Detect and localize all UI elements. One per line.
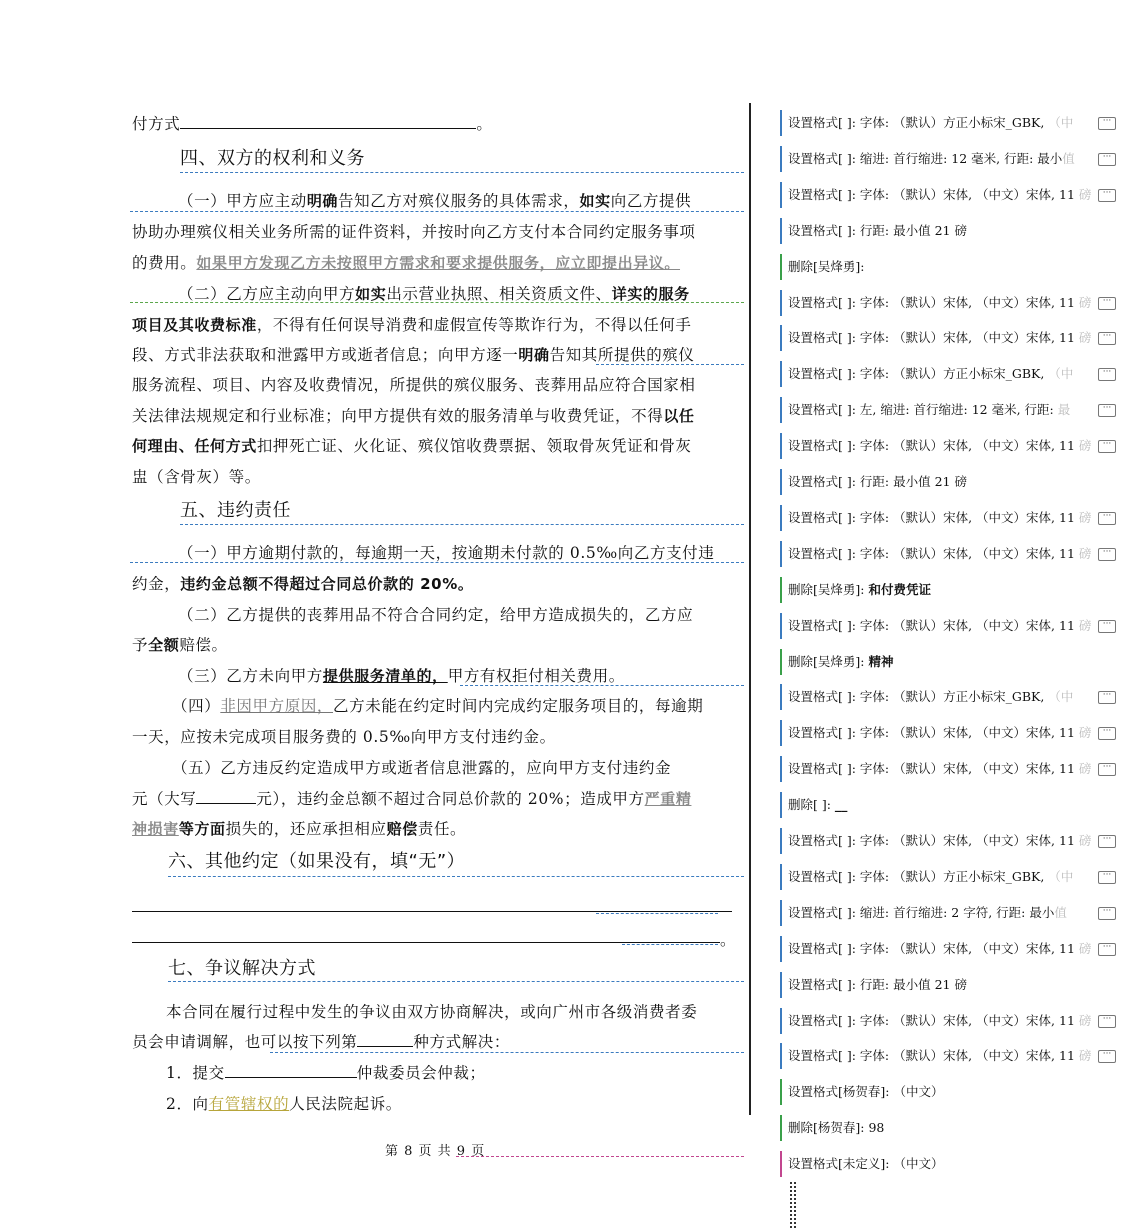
balloon-text: 设置格式[未定义]: （中文） — [788, 1156, 944, 1172]
balloon-text: 设置格式[ ]: 字体: （默认）方正小标宋_GBK, （中 — [788, 689, 1074, 705]
more-options-icon[interactable]: ··· — [1098, 440, 1116, 453]
para-5-5-line1: （五）乙方违反约定造成甲方或逝者信息泄露的，应向甲方支付违约金 — [172, 759, 672, 777]
more-options-icon[interactable]: ··· — [1098, 1015, 1116, 1028]
revision-balloon[interactable] — [780, 218, 1116, 244]
para-4-1-line1: （一）甲方应主动明确告知乙方对殡仪服务的具体需求，如实向乙方提供 — [178, 192, 692, 210]
revision-balloon[interactable] — [780, 146, 1116, 172]
balloon-bar — [780, 1115, 782, 1141]
heading-other-agreements: 六、其他约定（如果没有，填“无”） — [168, 851, 466, 872]
revision-balloon[interactable] — [780, 397, 1116, 423]
balloon-bar — [780, 110, 782, 136]
para-5-5-line3: 神损害等方面损失的，还应承担相应赔偿责任。 — [132, 820, 467, 838]
heading-rights-obligations: 四、双方的权利和义务 — [180, 148, 365, 169]
scroll-dots — [794, 1182, 796, 1228]
revision-balloon[interactable] — [780, 577, 1116, 603]
heading-breach-liability: 五、违约责任 — [180, 500, 291, 521]
balloon-bar — [780, 720, 782, 746]
revision-balloon[interactable] — [780, 756, 1116, 782]
other-agreement-line-1[interactable] — [132, 911, 732, 912]
balloon-bar — [780, 361, 782, 387]
more-options-icon[interactable]: ··· — [1098, 907, 1116, 920]
more-options-icon[interactable]: ··· — [1098, 297, 1116, 310]
revision-connector — [130, 211, 744, 212]
balloon-bar — [780, 541, 782, 567]
more-options-icon[interactable]: ··· — [1098, 691, 1116, 704]
balloon-bar — [780, 972, 782, 998]
arbitration-committee-blank[interactable] — [225, 1063, 357, 1078]
para-4-1-line2: 协助办理殡仪相关业务所需的证件资料，并按时向乙方支付本合同约定服务事项 — [132, 223, 696, 241]
revision-balloon[interactable] — [780, 1079, 1116, 1105]
balloon-bar — [780, 828, 782, 854]
revision-connector — [596, 364, 744, 365]
margin-divider — [749, 103, 751, 1115]
revision-balloon[interactable] — [780, 684, 1116, 710]
para-7-option1: 1．提交 仲裁委员会仲裁； — [166, 1064, 486, 1082]
scroll-dots — [790, 1182, 792, 1228]
revision-balloon[interactable] — [780, 433, 1116, 459]
balloon-bar — [780, 1079, 782, 1105]
balloon-text: 设置格式[ ]: 左, 缩进: 首行缩进: 12 毫米, 行距: 最 — [788, 402, 1071, 418]
para-7-line2: 员会申请调解，也可以按下列第 种方式解决： — [132, 1033, 511, 1051]
revision-connector — [596, 913, 718, 914]
para-4-2-line6: 何理由、任何方式扣押死亡证、火化证、殡仪馆收费票据、领取骨灰凭证和骨灰 — [132, 437, 692, 455]
balloon-text: 设置格式[ ]: 行距: 最小值 21 磅 — [788, 474, 967, 489]
dispute-option-blank[interactable] — [357, 1032, 413, 1047]
balloon-bar — [780, 325, 782, 351]
balloon-text: 设置格式[ ]: 字体: （默认）宋体, （中文）宋体, 11 磅 — [788, 1048, 1092, 1064]
revision-connector — [456, 1156, 744, 1157]
balloon-text: 设置格式[ ]: 字体: （默认）方正小标宋_GBK, （中 — [788, 115, 1074, 130]
revision-connector — [130, 302, 744, 303]
balloon-text: 设置格式[ ]: 缩进: 首行缩进: 2 字符, 行距: 最小值 — [788, 904, 1067, 920]
balloon-text: 删除[ ]: __ — [788, 797, 848, 813]
para-4-2-line2: 项目及其收费标准，不得有任何误导消费和虚假宣传等欺诈行为，不得以任何手 — [132, 316, 692, 334]
balloon-text: 设置格式[ ]: 行距: 最小值 21 磅 — [788, 222, 967, 238]
balloon-text: 删除[吴烽勇]: 精神 — [788, 653, 894, 669]
revision-balloon[interactable] — [780, 972, 1116, 998]
balloon-bar — [780, 469, 782, 495]
revision-balloon[interactable] — [780, 792, 1116, 818]
revision-balloon[interactable] — [780, 864, 1116, 890]
para-5-5-line2: 元（大写 元），违约金总额不超过合同总价款的 20%；造成甲方严重精 — [132, 790, 692, 808]
revision-balloon[interactable] — [780, 936, 1116, 962]
balloon-text: 设置格式[ ]: 字体: （默认）宋体, （中文）宋体, 11 磅 — [788, 761, 1092, 777]
inserted-text-objection: 如果甲方发现乙方未按照甲方需求和要求提供服务，应立即提出异议。 — [196, 254, 681, 272]
balloon-bar — [780, 1151, 782, 1177]
more-options-icon[interactable]: ··· — [1098, 189, 1116, 202]
balloon-bar — [780, 684, 782, 710]
balloon-text: 设置格式[ ]: 字体: （默认）宋体, （中文）宋体, 11 磅 — [788, 438, 1092, 454]
balloon-bar — [780, 792, 782, 818]
revision-balloon[interactable] — [780, 900, 1116, 926]
revision-balloon[interactable] — [780, 290, 1116, 316]
balloon-text: 删除[吴烽勇]: 和付费凭证 — [788, 581, 931, 597]
balloon-text: 设置格式[ ]: 字体: （默认）方正小标宋_GBK, （中 — [788, 366, 1074, 382]
revision-connector — [460, 685, 744, 686]
revision-balloon[interactable] — [780, 541, 1116, 567]
para-4-2-line1: （二）乙方应主动向甲方如实出示营业执照、相关资质文件、详实的服务 — [178, 285, 690, 303]
balloon-bar — [780, 756, 782, 782]
revision-balloon[interactable] — [780, 649, 1116, 675]
penalty-amount-blank[interactable] — [196, 789, 256, 804]
revision-connector — [168, 876, 744, 877]
para-7-option2: 2．向有管辖权的人民法院起诉。 — [166, 1095, 402, 1113]
balloon-text: 设置格式[ ]: 字体: （默认）宋体, （中文）宋体, 11 磅 — [788, 1012, 1092, 1028]
para-4-1-line3: 的费用。如果甲方发现乙方未按照甲方需求和要求提供服务，应立即提出异议。 — [132, 254, 681, 272]
para-5-3: （三）乙方未向甲方提供服务清单的，甲方有权拒付相关费用。 — [178, 667, 625, 685]
revision-connector — [622, 944, 718, 945]
more-options-icon[interactable]: ··· — [1098, 117, 1116, 130]
more-options-icon[interactable]: ··· — [1098, 1050, 1116, 1063]
para-7-line1: 本合同在履行过程中发生的争议由双方协商解决，或向广州市各级消费者委 — [166, 1003, 698, 1021]
revision-connector — [168, 981, 744, 982]
para-4-2-line5: 关法律法规规定和行业标准；向甲方提供有效的服务清单与收费凭证，不得以任 — [132, 407, 695, 425]
more-options-icon[interactable]: ··· — [1098, 368, 1116, 381]
para-5-2-line2: 予全额赔偿。 — [132, 636, 228, 654]
page-footer: 第 8 页 共 9 页 — [385, 1144, 486, 1159]
balloon-bar — [780, 936, 782, 962]
balloon-bar — [780, 254, 782, 280]
balloon-bar — [780, 900, 782, 926]
balloon-text: 设置格式[杨贺春]: （中文） — [788, 1084, 944, 1100]
balloon-bar — [780, 1008, 782, 1034]
balloon-bar — [780, 505, 782, 531]
revision-balloon[interactable] — [780, 828, 1116, 854]
balloon-text: 设置格式[ ]: 字体: （默认）宋体, （中文）宋体, 11 磅 — [788, 940, 1092, 956]
para-4-2-line4: 服务流程、项目、内容及收费情况，所提供的殡仪服务、丧葬用品应符合国家相 — [132, 376, 696, 394]
revision-balloon[interactable] — [780, 110, 1116, 136]
balloon-text: 设置格式[ ]: 字体: （默认）方正小标宋_GBK, （中 — [788, 868, 1074, 884]
balloon-text: 删除[吴烽勇]: — [788, 258, 865, 274]
revision-balloon[interactable] — [780, 182, 1116, 208]
balloon-text: 删除[杨贺春]: 98 — [788, 1120, 885, 1136]
balloon-bar — [780, 218, 782, 244]
revision-balloon[interactable] — [780, 720, 1116, 746]
more-options-icon[interactable]: ··· — [1098, 512, 1116, 525]
revision-connector — [180, 524, 744, 525]
balloon-bar — [780, 613, 782, 639]
revision-balloon[interactable] — [780, 254, 1116, 280]
revision-connector — [180, 172, 744, 173]
balloon-bar — [780, 290, 782, 316]
heading-dispute-resolution: 七、争议解决方式 — [168, 958, 316, 979]
revision-balloon[interactable] — [780, 469, 1116, 495]
more-options-icon[interactable]: ··· — [1098, 153, 1116, 166]
balloon-text: 设置格式[ ]: 字体: （默认）宋体, （中文）宋体, 11 磅 — [788, 294, 1092, 310]
balloon-bar — [780, 864, 782, 890]
balloon-bar — [780, 146, 782, 172]
more-options-icon[interactable]: ··· — [1098, 548, 1116, 561]
revision-balloon[interactable] — [780, 361, 1116, 387]
para-5-1-line2: 约金，违约金总额不得超过合同总价款的 20%。 — [132, 575, 474, 593]
para-5-4-line2: 一天，应按未完成项目服务费的 0.5‰向甲方支付违约金。 — [132, 728, 556, 746]
revision-balloon[interactable] — [780, 613, 1116, 639]
balloon-bar — [780, 433, 782, 459]
balloon-text: 设置格式[ ]: 字体: （默认）宋体, （中文）宋体, 11 磅 — [788, 833, 1092, 848]
other-agreement-line-2[interactable] — [132, 942, 720, 943]
payment-method-blank[interactable] — [180, 114, 476, 129]
more-options-icon[interactable]: ··· — [1098, 835, 1116, 848]
revision-balloon[interactable] — [780, 1008, 1116, 1034]
revision-balloon[interactable] — [780, 1151, 1116, 1177]
revision-balloon[interactable] — [780, 1043, 1116, 1069]
balloon-bar — [780, 182, 782, 208]
para-5-1-line1: （一）甲方逾期付款的，每逾期一天，按逾期未付款的 0.5‰向乙方支付违 — [178, 544, 715, 562]
more-options-icon[interactable]: ··· — [1098, 332, 1116, 345]
revision-balloon[interactable] — [780, 505, 1116, 531]
payment-method-line: 付方式 。 — [132, 115, 493, 133]
more-options-icon[interactable]: ··· — [1098, 763, 1116, 776]
para-4-2-line7: 盅（含骨灰）等。 — [132, 468, 261, 486]
revision-connector — [270, 1052, 744, 1053]
other-agreement-period: 。 — [720, 931, 737, 949]
balloon-text: 设置格式[ ]: 字体: （默认）宋体, （中文）宋体, 11 磅 — [788, 617, 1092, 633]
balloon-text: 设置格式[ ]: 字体: （默认）宋体, （中文）宋体, 11 磅 — [788, 725, 1092, 741]
para-4-2-line3: 段、方式非法获取和泄露甲方或逝者信息；向甲方逐一明确告知其所提供的殡仪 — [132, 346, 695, 364]
para-5-4-line1: （四）非因甲方原因，乙方未能在约定时间内完成约定服务项目的，每逾期 — [172, 697, 704, 715]
balloon-text: 设置格式[ ]: 字体: （默认）宋体, （中文）宋体, 11 磅 — [788, 330, 1092, 346]
more-options-icon[interactable]: ··· — [1098, 727, 1116, 740]
balloon-text: 设置格式[ ]: 字体: （默认）宋体, （中文）宋体, 11 磅 — [788, 545, 1092, 561]
balloon-bar — [780, 397, 782, 423]
more-options-icon[interactable]: ··· — [1098, 871, 1116, 884]
balloon-bar — [780, 1043, 782, 1069]
balloon-text: 设置格式[ ]: 行距: 最小值 21 磅 — [788, 976, 967, 992]
balloon-text: 设置格式[ ]: 字体: （默认）宋体, （中文）宋体, 11 磅 — [788, 186, 1092, 202]
balloon-bar — [780, 649, 782, 675]
revision-balloon[interactable] — [780, 1115, 1116, 1141]
balloon-text: 设置格式[ ]: 字体: （默认）宋体, （中文）宋体, 11 磅 — [788, 509, 1092, 525]
more-options-icon[interactable]: ··· — [1098, 620, 1116, 633]
para-5-2-line1: （二）乙方提供的丧葬用品不符合合同约定，给甲方造成损失的，乙方应 — [178, 606, 694, 624]
more-options-icon[interactable]: ··· — [1098, 404, 1116, 417]
balloon-bar — [780, 577, 782, 603]
revision-balloon[interactable] — [780, 325, 1116, 351]
revision-connector — [130, 562, 744, 563]
balloon-text: 设置格式[ ]: 缩进: 首行缩进: 12 毫米, 行距: 最小值 — [788, 150, 1075, 166]
more-options-icon[interactable]: ··· — [1098, 943, 1116, 956]
